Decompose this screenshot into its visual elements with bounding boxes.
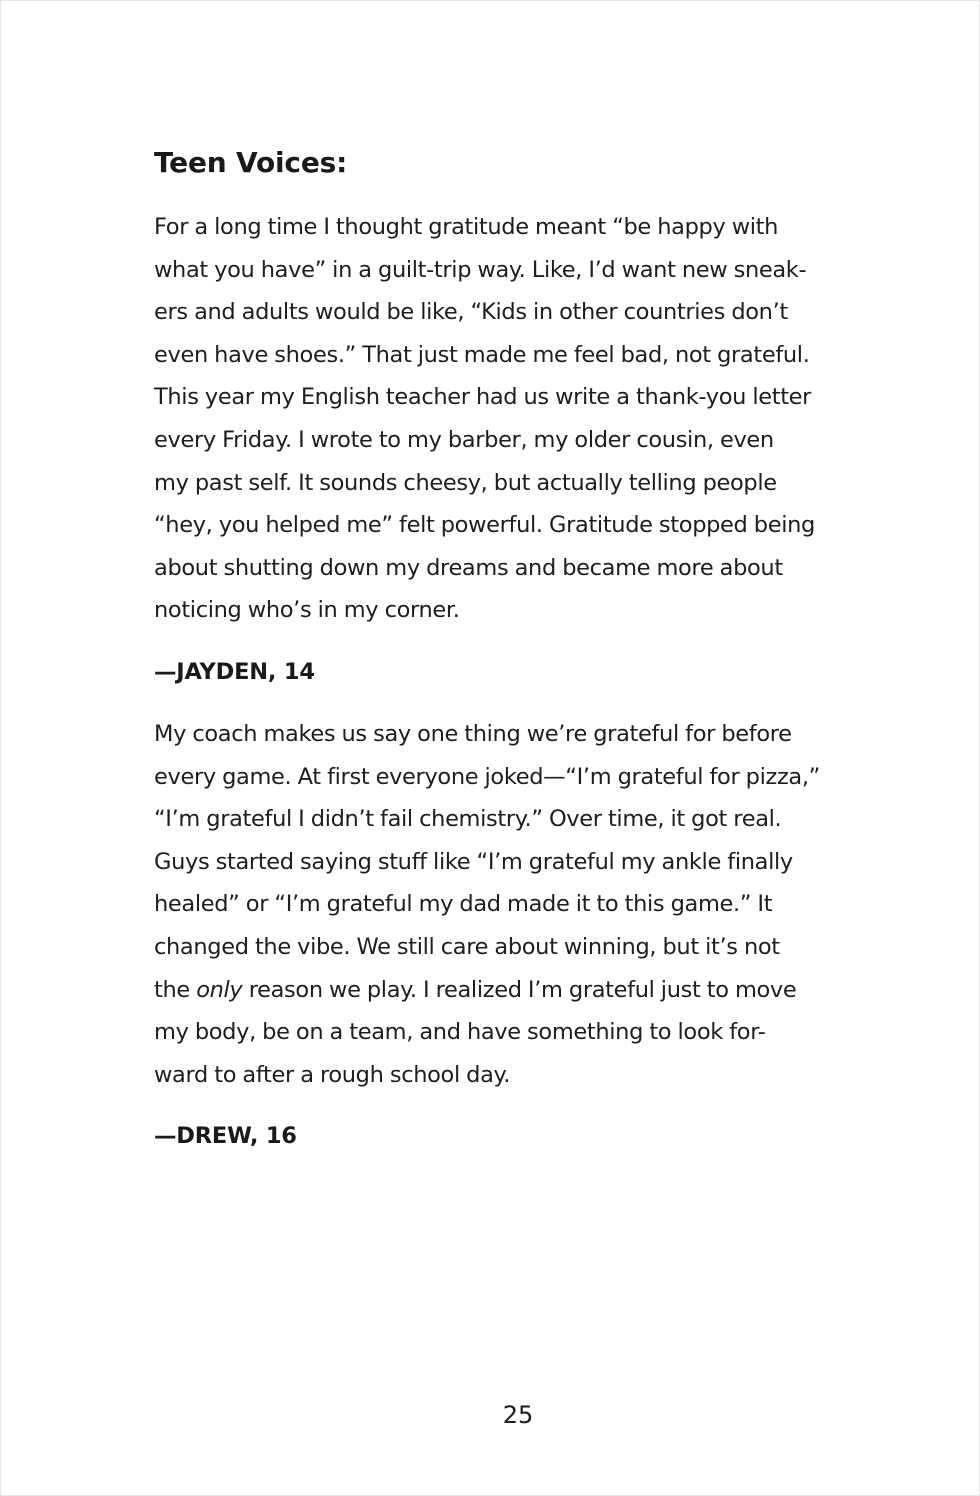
text-line: about shutting down my dreams and became more about: [154, 554, 783, 581]
text-line: every game. At first everyone joked—“I’m grateful for pizza,”: [154, 763, 820, 790]
text-line-with-emphasis: [154, 969, 844, 1012]
text-line: This year my English teacher had us write a thank-you letter: [154, 384, 812, 411]
text-segment: the: [154, 976, 197, 1003]
section-heading: Teen Voices:: [154, 146, 348, 179]
text-line: “hey, you helped me” felt powerful. Gratitude stopped being: [154, 512, 815, 539]
testimonial-paragraph-drew: [154, 713, 844, 1096]
testimonial-paragraph-jayden: [154, 206, 844, 632]
text-line: noticing who’s in my corner.: [154, 597, 460, 624]
text-line: changed the vibe. We still care about winning, but it’s not: [154, 933, 780, 960]
text-line: For a long time I thought gratitude meant “be happy with: [154, 214, 779, 240]
text-line: healed” or “I’m grateful my dad made it to this game.” It: [154, 891, 773, 918]
text-line: every Friday. I wrote to my barber, my older cousin, even: [154, 426, 774, 453]
text-line: Guys started saying stuff like “I’m grateful my ankle finally: [154, 848, 793, 875]
text-line: ward to after a rough school day.: [154, 1061, 511, 1088]
attribution-drew: —DREW, 16: [154, 1123, 297, 1150]
text-line: even have shoes.” That just made me feel bad, not grateful.: [154, 341, 810, 368]
attribution-jayden: —JAYDEN, 14: [154, 658, 315, 685]
page-number: 25: [502, 1401, 534, 1429]
text-segment: reason we play. I realized I’m grateful just to move: [242, 976, 797, 1003]
page-content: [154, 141, 844, 1157]
text-line: my past self. It sounds cheesy, but actually telling people: [154, 469, 777, 496]
text-line: “I’m grateful I didn’t fail chemistry.” Over time, it got real.: [154, 806, 782, 833]
text-line: my body, be on a team, and have something to look for-: [154, 1019, 766, 1046]
text-line: My coach makes us say one thing we’re grateful for before: [154, 720, 792, 747]
text-line: ers and adults would be like, “Kids in other countries don’t: [154, 299, 788, 326]
text-line: what you have” in a guilt-trip way. Like, I’d want new sneak-: [154, 256, 807, 283]
emphasized-word: only: [196, 976, 243, 1003]
